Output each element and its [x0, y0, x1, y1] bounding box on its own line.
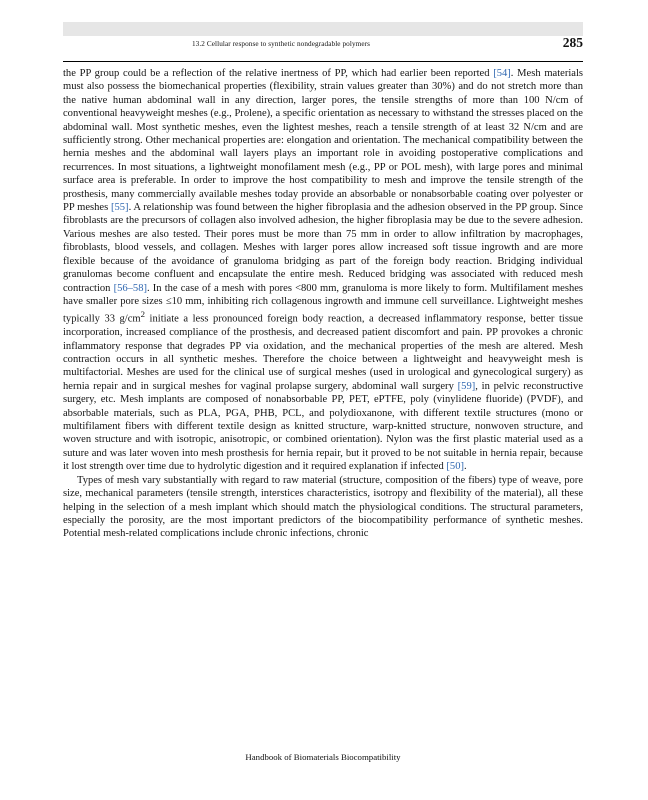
reference-link-59[interactable]: [59] — [457, 380, 476, 392]
reference-link-50[interactable]: [50] — [446, 461, 464, 473]
text-run: . A relationship was found between the higher fibroplasia and the adhesion observed in the PP group. Since fibroblasts are the precursors of collagen also involved adhesion, the higher fibroplasia may be due to the severe adhesion. Various meshes are also tested. Their pores must be more than 75 mm in order to allow infiltration by macrophages, fibroblasts, blood vessels, and collagen. Meshes with larger pores allow increased soft tissue ingrowth and are more flexible because of the avoidance of granuloma bridging as part of the foreign body reaction. Bridging individual granulomas become confluent and encapsulate the entire mesh. Reduced bridging was associated with reduced mesh contraction — [63, 202, 583, 294]
footer-book-title: Handbook of Biomaterials Biocompatibility — [245, 752, 401, 762]
paragraph-2: Types of mesh vary substantially with regard to raw material (structure, composition of the fibers) type of weave, pore size, mechanical parameters (tensile strength, interstices characteristics, isotropy and flexibility of the material), all these helping in the selection of a mesh implant which should match the physiological conditions. The structural parameters, especially the porosity, are the most important predictors of the biocompatibility performance of synthetic meshes. Potential mesh-related complications include chronic infections, chronic — [63, 474, 583, 540]
header-band — [63, 22, 583, 36]
paragraph-1 — [63, 67, 583, 474]
superscript-2: 2 — [140, 309, 146, 320]
page-number: 285 — [562, 35, 583, 50]
text-run: . Mesh materials must also possess the biomechanical properties (flexibility, strain values greater than 30%) and do not stretch more than the native human abdominal wall in any direction, larger pores, the tensile strengths of more than 100 N/cm of conventional heavyweight meshes (e.g., Prolene), a specific orientation as necessary to withstand the stresses placed on the abdominal wall. Most synthetic meshes, even the lightest meshes, reach a tensile strength of at least 32 N/cm and are sufficiently strong. Other mechanical properties are: elongation and orientation. The mechanical compatibility between the hernia meshes and the abdominal wall layers plays an important role in avoiding postoperative complications and recurrences. In most situations, a lightweight monofilament mesh (e.g., PP or POL mesh), with large pores and minimal surface area is preferable. In order to improve the host compatibility to mesh and improve the tensile strength of the prosthesis, many commercially available meshes today provide an absorbable or nonabsorbable coating over polyester or PP meshes — [63, 68, 583, 214]
text-run: initiate a less pronounced foreign body reaction, a decreased inflammatory response, better tissue incorporation, increased compliance of the prosthesis, and decreased patient discomfort and pain. PP provokes a chronic inflammatory response that degrades PP via oxidation, and the mechanical properties of the mesh are altered. Mesh contraction occurs in all synthetic meshes. Therefore the choice between a lightweight and heavyweight mesh is multifactorial. Meshes are used for the clinical use of surgical meshes (used in urological and gynecological surgery) as hernia repair and in surgical meshes for vaginal prolapse surgery, abdominal wall surgery — [63, 313, 583, 392]
text-run: the PP group could be a reflection of the relative inertness of PP, which had earlier been reported — [63, 68, 494, 79]
running-head: 13.2 Cellular response to synthetic nondegradable polymers — [191, 40, 371, 48]
reference-link-55[interactable]: [55] — [111, 202, 129, 214]
reference-link-56-58[interactable]: [56–58] — [113, 282, 147, 294]
body-text — [63, 67, 583, 541]
text-run: . — [463, 461, 467, 473]
reference-link-54[interactable]: [54] — [493, 68, 511, 79]
text-run: . In the case of a mesh with pores <800 mm, granuloma is more likely to form. Multifilament meshes have smaller pore sizes ≤10 mm, inhibiting rich collagenous ingrowth and immune cell surveillance. Lightweight meshes typically 33 g/cm — [63, 282, 584, 325]
header-rule — [63, 61, 583, 62]
text-run: , in pelvic reconstructive surgery, etc. Mesh implants are composed of nonabsorbable PP, PET, ePTFE, poly (vinylidene fluoride) (PVDF), and absorbable materials, such as PLA, PGA, PHB, PCL, and polydioxanone, with different textile structures (mono or multifilament fibers with different textile design as knitted structure, warp-knitted structure, nonwoven structure, and woven structure and with isotropic, anisotropic, or combined orientation). Nylon was the first plastic material used as a suture and was later woven into mesh prosthesis for hernia repair, but it proved to be not suitable in hernia repair, because it lost strength over time due to hydrolytic digestion and it required explanation if infected — [63, 380, 583, 473]
